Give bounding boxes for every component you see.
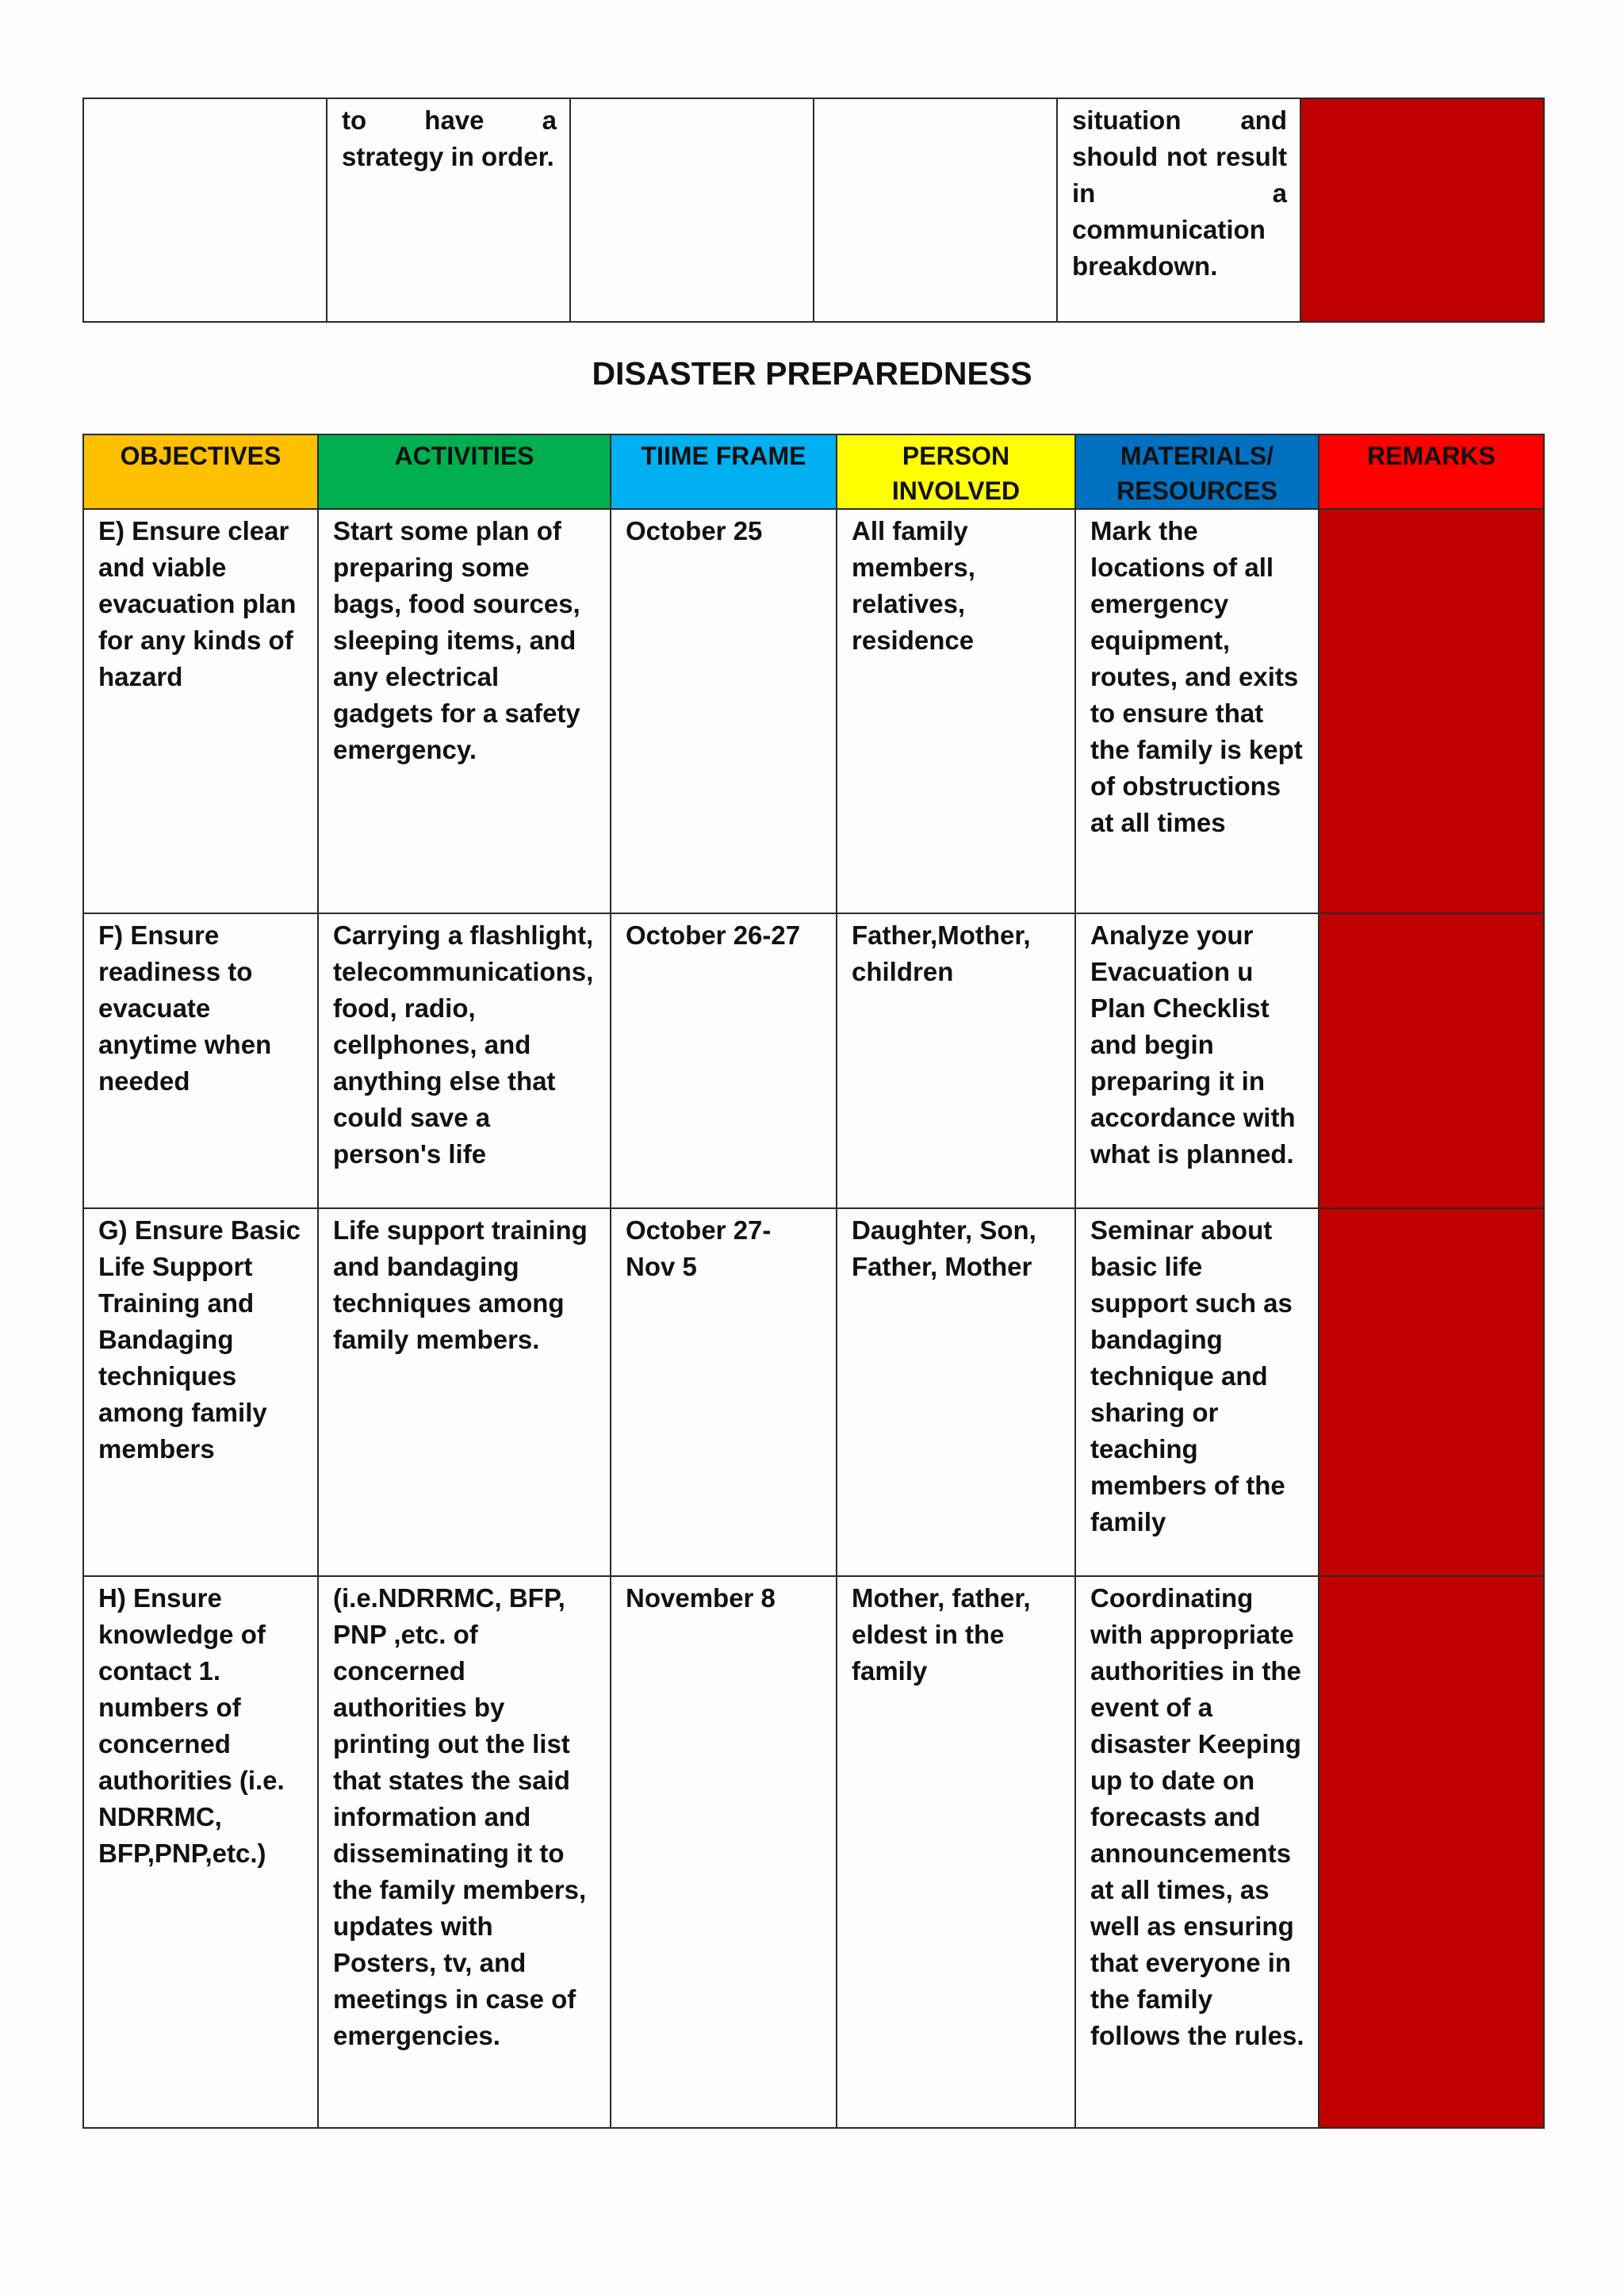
activity-cell: Life support training and bandaging techniques among family members. — [318, 1208, 611, 1576]
persons-cell: Father,Mother, children — [837, 913, 1075, 1208]
header-remarks: REMARKS — [1319, 434, 1544, 509]
activity-cell: (i.e.NDRRMC, BFP, PNP ,etc. of concerned authorities by printing out the list that states the said information and disseminating it to the family members, updates with Posters, tv, and meetings in case of emergencies. — [318, 1576, 611, 2128]
remarks-cell — [1319, 1208, 1544, 1576]
objective-cell: H) Ensure knowledge of contact 1. numbers of concerned authorities (i.e. NDRRMC, BFP,PNP,etc.) — [83, 1576, 318, 2128]
header-activities: ACTIVITIES — [318, 434, 611, 509]
remarks-cell — [1319, 1576, 1544, 2128]
remarks-cell — [1319, 509, 1544, 913]
header-row — [83, 434, 1544, 509]
objective-cell: F) Ensure readiness to evacuate anytime when needed — [83, 913, 318, 1208]
materials-cell: Coordinating with appropriate authorities in the event of a disaster Keeping up to date on forecasts and announcements at all times, as well as ensuring that everyone in the family follows the rules. — [1075, 1576, 1319, 2128]
materials-cell: Mark the locations of all emergency equipment, routes, and exits to ensure that the family is kept of obstructions at all times — [1075, 509, 1319, 913]
header-objectives: OBJECTIVES — [83, 434, 318, 509]
table-row — [83, 1208, 1544, 1576]
activity-cell: Start some plan of preparing some bags, food sources, sleeping items, and any electrical gadgets for a safety emergency. — [318, 509, 611, 913]
fragment-cell: to have a strategy in order. — [327, 98, 570, 322]
materials-cell: Seminar about basic life support such as bandaging technique and sharing or teaching members of the family — [1075, 1208, 1319, 1576]
persons-cell: Mother, father, eldest in the family — [837, 1576, 1075, 2128]
time-frame-cell: October 26-27 — [611, 913, 837, 1208]
fragment-remarks-cell — [1300, 98, 1544, 322]
time-frame-cell: October 27- Nov 5 — [611, 1208, 837, 1576]
objective-cell: G) Ensure Basic Life Support Training and Bandaging techniques among family members — [83, 1208, 318, 1576]
fragment-cell — [814, 98, 1057, 322]
previous-table-fragment — [82, 98, 1545, 323]
table-row — [83, 509, 1544, 913]
table-row — [83, 913, 1544, 1208]
header-person-involved: PERSON INVOLVED — [837, 434, 1075, 509]
persons-cell: All family members, relatives, residence — [837, 509, 1075, 913]
remarks-cell — [1319, 913, 1544, 1208]
section-title: DISASTER PREPAREDNESS — [592, 355, 1032, 392]
materials-cell: Analyze your Evacuation u Plan Checklist and begin preparing it in accordance with what is planned. — [1075, 913, 1319, 1208]
header-time-frame: TIIME FRAME — [611, 434, 837, 509]
time-frame-cell: October 25 — [611, 509, 837, 913]
table-row — [83, 98, 1544, 322]
table-row — [83, 1576, 1544, 2128]
fragment-cell — [83, 98, 327, 322]
fragment-cell — [570, 98, 814, 322]
time-frame-cell: November 8 — [611, 1576, 837, 2128]
disaster-preparedness-table — [82, 434, 1545, 2129]
activity-cell: Carrying a flashlight, telecommunications, food, radio, cellphones, and anything else that could save a person's life — [318, 913, 611, 1208]
objective-cell: E) Ensure clear and viable evacuation plan for any kinds of hazard — [83, 509, 318, 913]
header-materials-resources: MATERIALS/ RESOURCES — [1075, 434, 1319, 509]
fragment-cell: situation and should not result in a communication breakdown. — [1057, 98, 1300, 322]
persons-cell: Daughter, Son, Father, Mother — [837, 1208, 1075, 1576]
